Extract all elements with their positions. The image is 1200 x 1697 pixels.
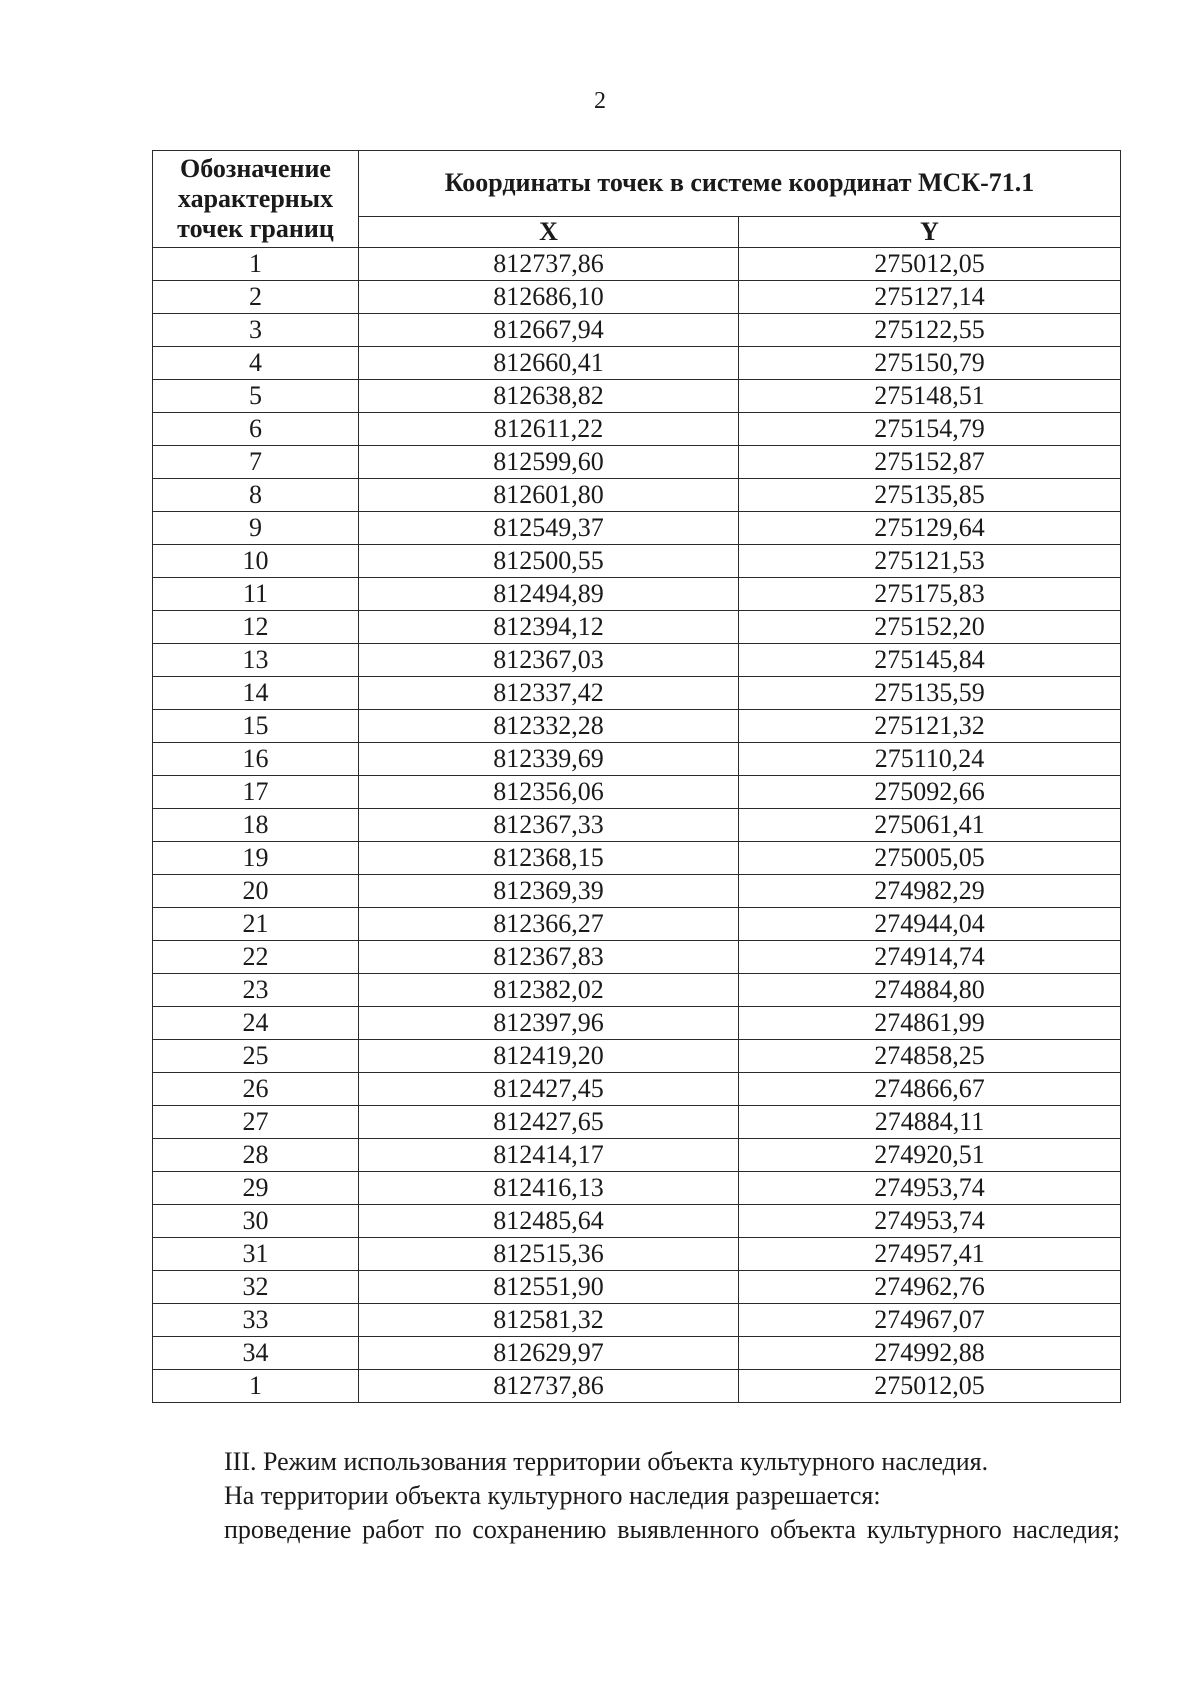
x-coordinate-cell: 812339,69 bbox=[359, 743, 739, 776]
table-row bbox=[153, 941, 1121, 974]
x-column-header: X bbox=[359, 216, 739, 247]
table-row bbox=[153, 1040, 1121, 1073]
x-coordinate-cell: 812638,82 bbox=[359, 380, 739, 413]
x-coordinate-cell: 812414,17 bbox=[359, 1139, 739, 1172]
table-row bbox=[153, 1304, 1121, 1337]
point-number-cell: 22 bbox=[153, 941, 359, 974]
table-row bbox=[153, 1073, 1121, 1106]
y-coordinate-cell: 274858,25 bbox=[739, 1040, 1121, 1073]
x-coordinate-cell: 812737,86 bbox=[359, 248, 739, 281]
point-number-cell: 1 bbox=[153, 248, 359, 281]
point-number-cell: 19 bbox=[153, 842, 359, 875]
y-coordinate-cell: 274866,67 bbox=[739, 1073, 1121, 1106]
x-coordinate-cell: 812419,20 bbox=[359, 1040, 739, 1073]
x-coordinate-cell: 812367,03 bbox=[359, 644, 739, 677]
point-number-cell: 12 bbox=[153, 611, 359, 644]
table-row bbox=[153, 479, 1121, 512]
x-coordinate-cell: 812611,22 bbox=[359, 413, 739, 446]
x-coordinate-cell: 812686,10 bbox=[359, 281, 739, 314]
y-coordinate-cell: 274953,74 bbox=[739, 1172, 1121, 1205]
y-coordinate-cell: 274914,74 bbox=[739, 941, 1121, 974]
y-coordinate-cell: 274962,76 bbox=[739, 1271, 1121, 1304]
table-row bbox=[153, 1139, 1121, 1172]
point-number-cell: 17 bbox=[153, 776, 359, 809]
table-row bbox=[153, 413, 1121, 446]
point-number-cell: 21 bbox=[153, 908, 359, 941]
x-coordinate-cell: 812551,90 bbox=[359, 1271, 739, 1304]
point-number-cell: 34 bbox=[153, 1337, 359, 1370]
table-row bbox=[153, 545, 1121, 578]
point-number-cell: 4 bbox=[153, 347, 359, 380]
table-row bbox=[153, 1172, 1121, 1205]
table-row bbox=[153, 611, 1121, 644]
point-number-cell: 20 bbox=[153, 875, 359, 908]
y-coordinate-cell: 275152,87 bbox=[739, 446, 1121, 479]
table-row bbox=[153, 677, 1121, 710]
x-coordinate-cell: 812394,12 bbox=[359, 611, 739, 644]
point-number-cell: 5 bbox=[153, 380, 359, 413]
x-coordinate-cell: 812549,37 bbox=[359, 512, 739, 545]
x-coordinate-cell: 812397,96 bbox=[359, 1007, 739, 1040]
table-row bbox=[153, 710, 1121, 743]
x-coordinate-cell: 812427,45 bbox=[359, 1073, 739, 1106]
table-row bbox=[153, 1271, 1121, 1304]
y-coordinate-cell: 275129,64 bbox=[739, 512, 1121, 545]
y-coordinate-cell: 275148,51 bbox=[739, 380, 1121, 413]
y-coordinate-cell: 275005,05 bbox=[739, 842, 1121, 875]
table-row bbox=[153, 644, 1121, 677]
y-coordinate-cell: 275012,05 bbox=[739, 1370, 1121, 1403]
table-row bbox=[153, 281, 1121, 314]
x-coordinate-cell: 812737,86 bbox=[359, 1370, 739, 1403]
y-coordinate-cell: 275175,83 bbox=[739, 578, 1121, 611]
y-column-header: Y bbox=[739, 216, 1121, 247]
table-row bbox=[153, 974, 1121, 1007]
y-coordinate-cell: 274967,07 bbox=[739, 1304, 1121, 1337]
point-number-cell: 32 bbox=[153, 1271, 359, 1304]
table-row bbox=[153, 776, 1121, 809]
point-number-cell: 13 bbox=[153, 644, 359, 677]
x-coordinate-cell: 812601,80 bbox=[359, 479, 739, 512]
x-coordinate-cell: 812368,15 bbox=[359, 842, 739, 875]
table-row bbox=[153, 1106, 1121, 1139]
designation-header: Обозначение характерных точек границ bbox=[153, 151, 359, 248]
table-row bbox=[153, 743, 1121, 776]
y-coordinate-cell: 275150,79 bbox=[739, 347, 1121, 380]
point-number-cell: 2 bbox=[153, 281, 359, 314]
table-row bbox=[153, 908, 1121, 941]
x-coordinate-cell: 812356,06 bbox=[359, 776, 739, 809]
y-coordinate-cell: 274884,80 bbox=[739, 974, 1121, 1007]
y-coordinate-cell: 275092,66 bbox=[739, 776, 1121, 809]
y-coordinate-cell: 275135,59 bbox=[739, 677, 1121, 710]
x-coordinate-cell: 812660,41 bbox=[359, 347, 739, 380]
x-coordinate-cell: 812369,39 bbox=[359, 875, 739, 908]
point-number-cell: 7 bbox=[153, 446, 359, 479]
y-coordinate-cell: 274957,41 bbox=[739, 1238, 1121, 1271]
point-number-cell: 30 bbox=[153, 1205, 359, 1238]
x-coordinate-cell: 812366,27 bbox=[359, 908, 739, 941]
coordinates-table-body bbox=[153, 248, 1121, 1403]
x-coordinate-cell: 812382,02 bbox=[359, 974, 739, 1007]
table-row bbox=[153, 347, 1121, 380]
x-coordinate-cell: 812494,89 bbox=[359, 578, 739, 611]
point-number-cell: 6 bbox=[153, 413, 359, 446]
y-coordinate-cell: 275135,85 bbox=[739, 479, 1121, 512]
point-number-cell: 29 bbox=[153, 1172, 359, 1205]
usage-regime-section bbox=[152, 1445, 1120, 1547]
x-coordinate-cell: 812416,13 bbox=[359, 1172, 739, 1205]
y-coordinate-cell: 274944,04 bbox=[739, 908, 1121, 941]
coordinates-table bbox=[152, 150, 1121, 1403]
coordinate-system-header: Координаты точек в системе координат МСК-71.1 bbox=[359, 151, 1121, 217]
x-coordinate-cell: 812485,64 bbox=[359, 1205, 739, 1238]
point-number-cell: 14 bbox=[153, 677, 359, 710]
y-coordinate-cell: 275145,84 bbox=[739, 644, 1121, 677]
y-coordinate-cell: 275152,20 bbox=[739, 611, 1121, 644]
x-coordinate-cell: 812427,65 bbox=[359, 1106, 739, 1139]
x-coordinate-cell: 812599,60 bbox=[359, 446, 739, 479]
table-row bbox=[153, 1007, 1121, 1040]
y-coordinate-cell: 275127,14 bbox=[739, 281, 1121, 314]
table-row bbox=[153, 1205, 1121, 1238]
point-number-cell: 23 bbox=[153, 974, 359, 1007]
x-coordinate-cell: 812367,83 bbox=[359, 941, 739, 974]
point-number-cell: 31 bbox=[153, 1238, 359, 1271]
y-coordinate-cell: 275110,24 bbox=[739, 743, 1121, 776]
table-row bbox=[153, 1238, 1121, 1271]
table-row bbox=[153, 1370, 1121, 1403]
permitted-item: проведение работ по сохранению выявленного объекта культурного наследия; bbox=[224, 1515, 1120, 1544]
point-number-cell: 15 bbox=[153, 710, 359, 743]
coordinates-table-header bbox=[153, 151, 1121, 248]
point-number-cell: 3 bbox=[153, 314, 359, 347]
table-row bbox=[153, 512, 1121, 545]
y-coordinate-cell: 274982,29 bbox=[739, 875, 1121, 908]
x-coordinate-cell: 812500,55 bbox=[359, 545, 739, 578]
y-coordinate-cell: 274920,51 bbox=[739, 1139, 1121, 1172]
x-coordinate-cell: 812337,42 bbox=[359, 677, 739, 710]
y-coordinate-cell: 274861,99 bbox=[739, 1007, 1121, 1040]
point-number-cell: 24 bbox=[153, 1007, 359, 1040]
y-coordinate-cell: 274953,74 bbox=[739, 1205, 1121, 1238]
section-intro: На территории объекта культурного наследия разрешается: bbox=[224, 1481, 881, 1510]
table-row bbox=[153, 446, 1121, 479]
table-row bbox=[153, 380, 1121, 413]
y-coordinate-cell: 274884,11 bbox=[739, 1106, 1121, 1139]
point-number-cell: 8 bbox=[153, 479, 359, 512]
x-coordinate-cell: 812581,32 bbox=[359, 1304, 739, 1337]
y-coordinate-cell: 274992,88 bbox=[739, 1337, 1121, 1370]
section-heading: III. Режим использования территории объекта культурного наследия. bbox=[224, 1447, 989, 1476]
point-number-cell: 25 bbox=[153, 1040, 359, 1073]
point-number-cell: 27 bbox=[153, 1106, 359, 1139]
y-coordinate-cell: 275012,05 bbox=[739, 248, 1121, 281]
point-number-cell: 1 bbox=[153, 1370, 359, 1403]
y-coordinate-cell: 275154,79 bbox=[739, 413, 1121, 446]
x-coordinate-cell: 812629,97 bbox=[359, 1337, 739, 1370]
y-coordinate-cell: 275061,41 bbox=[739, 809, 1121, 842]
y-coordinate-cell: 275122,55 bbox=[739, 314, 1121, 347]
point-number-cell: 16 bbox=[153, 743, 359, 776]
table-row bbox=[153, 842, 1121, 875]
table-row bbox=[153, 248, 1121, 281]
x-coordinate-cell: 812515,36 bbox=[359, 1238, 739, 1271]
table-row bbox=[153, 1337, 1121, 1370]
y-coordinate-cell: 275121,32 bbox=[739, 710, 1121, 743]
table-row bbox=[153, 809, 1121, 842]
point-number-cell: 26 bbox=[153, 1073, 359, 1106]
table-row bbox=[153, 314, 1121, 347]
point-number-cell: 9 bbox=[153, 512, 359, 545]
point-number-cell: 11 bbox=[153, 578, 359, 611]
point-number-cell: 10 bbox=[153, 545, 359, 578]
table-row bbox=[153, 578, 1121, 611]
x-coordinate-cell: 812332,28 bbox=[359, 710, 739, 743]
x-coordinate-cell: 812367,33 bbox=[359, 809, 739, 842]
point-number-cell: 18 bbox=[153, 809, 359, 842]
y-coordinate-cell: 275121,53 bbox=[739, 545, 1121, 578]
page-number: 2 bbox=[594, 88, 606, 114]
x-coordinate-cell: 812667,94 bbox=[359, 314, 739, 347]
point-number-cell: 28 bbox=[153, 1139, 359, 1172]
point-number-cell: 33 bbox=[153, 1304, 359, 1337]
table-row bbox=[153, 875, 1121, 908]
